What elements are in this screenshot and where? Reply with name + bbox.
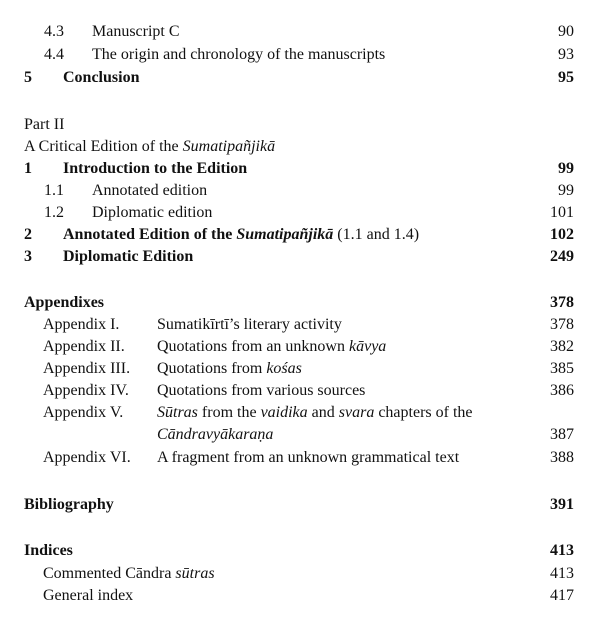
appendix-title <box>157 424 273 446</box>
toc-entry-bibliography <box>0 494 600 516</box>
section-title: Conclusion <box>63 69 140 86</box>
section-number: 4.3 <box>44 23 64 40</box>
index-title <box>43 563 215 585</box>
appendix-label: Appendix I. <box>43 316 120 333</box>
italic-segment: svara <box>338 404 375 421</box>
text-segment: and <box>307 404 339 421</box>
page-number: 387 <box>550 426 574 443</box>
appendix-entry <box>0 424 600 446</box>
page-number: 417 <box>550 587 574 604</box>
part-label-text: Part II <box>24 116 65 133</box>
text-segment: Sumatikīrtī’s literary activity <box>157 316 342 333</box>
index-entry <box>0 563 600 585</box>
page-number: 99 <box>558 182 574 199</box>
section-number: 3 <box>24 248 32 265</box>
section-number: 1 <box>24 160 32 177</box>
page-number: 413 <box>550 542 574 559</box>
appendix-label: Appendix VI. <box>43 449 131 466</box>
toc-entry-5 <box>0 67 600 89</box>
text-segment: chapters of the <box>374 404 473 421</box>
title-suffix: (1.1 and 1.4) <box>333 226 420 243</box>
page-number: 378 <box>550 316 574 333</box>
section-title: Indices <box>24 542 73 559</box>
section-title: Introduction to the Edition <box>63 160 248 177</box>
page-number: 102 <box>550 226 574 243</box>
index-title <box>43 585 133 607</box>
toc-entry-4-4 <box>0 44 600 66</box>
appendix-title <box>157 358 302 380</box>
toc-entry-p2-3 <box>0 246 600 268</box>
page-number: 388 <box>550 449 574 466</box>
page-number: 90 <box>558 23 574 40</box>
italic-segment: kāvya <box>348 338 387 355</box>
italic-segment: kośas <box>266 360 302 377</box>
toc-entry-p2-2 <box>0 224 600 246</box>
text-segment: Quotations from an unknown <box>157 338 349 355</box>
page-number: 385 <box>550 360 574 377</box>
toc-entry-p2-1-2 <box>0 202 600 224</box>
text-segment: Commented Cāndra <box>43 565 176 582</box>
page-number: 99 <box>558 160 574 177</box>
section-number: 5 <box>24 69 32 86</box>
section-title: Bibliography <box>24 496 114 513</box>
toc-entry-indices <box>0 540 600 562</box>
section-title: Manuscript C <box>92 23 180 40</box>
appendix-label: Appendix III. <box>43 360 131 377</box>
appendix-entry <box>0 358 600 380</box>
appendix-title <box>157 447 459 469</box>
appendix-label: Appendix II. <box>43 338 125 355</box>
appendix-entry <box>0 314 600 336</box>
page-number: 391 <box>550 496 574 513</box>
appendix-entry <box>0 336 600 358</box>
appendix-title <box>157 336 386 358</box>
appendix-title <box>157 380 365 402</box>
text-segment: Quotations from various sources <box>157 382 366 399</box>
italic-segment: vaidika <box>260 404 308 421</box>
title-italic: Sumatipañjikā <box>236 226 334 243</box>
part-label <box>0 114 600 136</box>
toc-entry-appendixes <box>0 292 600 314</box>
part-title-italic: Sumatipañjikā <box>182 138 276 155</box>
appendix-title <box>157 314 342 336</box>
text-segment: from the <box>197 404 261 421</box>
part-title <box>0 136 600 158</box>
appendix-label: Appendix IV. <box>43 382 129 399</box>
italic-segment: sūtras <box>175 565 215 582</box>
section-number: 4.4 <box>44 46 64 63</box>
section-number: 1.2 <box>44 204 64 221</box>
italic-segment: Sūtras <box>157 404 198 421</box>
text-segment: A fragment from an unknown grammatical text <box>157 449 460 466</box>
part-title-text <box>24 136 275 158</box>
toc-entry-4-3 <box>0 21 600 43</box>
toc-entry-p2-1-1 <box>0 180 600 202</box>
page-number: 386 <box>550 382 574 399</box>
appendix-title <box>157 402 473 424</box>
italic-segment: Cāndravyākaraṇa <box>157 426 274 443</box>
section-number: 1.1 <box>44 182 64 199</box>
page-number: 95 <box>558 69 574 86</box>
section-title: Diplomatic Edition <box>63 248 194 265</box>
text-segment: Quotations from <box>157 360 267 377</box>
toc-entry-p2-1 <box>0 158 600 180</box>
page-number: 382 <box>550 338 574 355</box>
page-number: 249 <box>550 248 574 265</box>
part-title-prefix: A Critical Edition of the <box>24 138 183 155</box>
section-title: Appendixes <box>24 294 105 311</box>
index-entry <box>0 585 600 607</box>
text-segment: General index <box>43 587 134 604</box>
page-number: 378 <box>550 294 574 311</box>
appendix-label: Appendix V. <box>43 404 124 421</box>
page-number: 93 <box>558 46 574 63</box>
page-number: 101 <box>550 204 574 221</box>
appendix-entry <box>0 402 600 424</box>
section-title: Diplomatic edition <box>92 204 213 221</box>
appendix-entry <box>0 380 600 402</box>
section-title <box>63 224 419 246</box>
section-number: 2 <box>24 226 32 243</box>
page-number: 413 <box>550 565 574 582</box>
section-title: The origin and chronology of the manuscripts <box>92 46 386 63</box>
appendix-entry <box>0 447 600 469</box>
section-title: Annotated edition <box>92 182 208 199</box>
title-prefix: Annotated Edition of the <box>63 226 237 243</box>
